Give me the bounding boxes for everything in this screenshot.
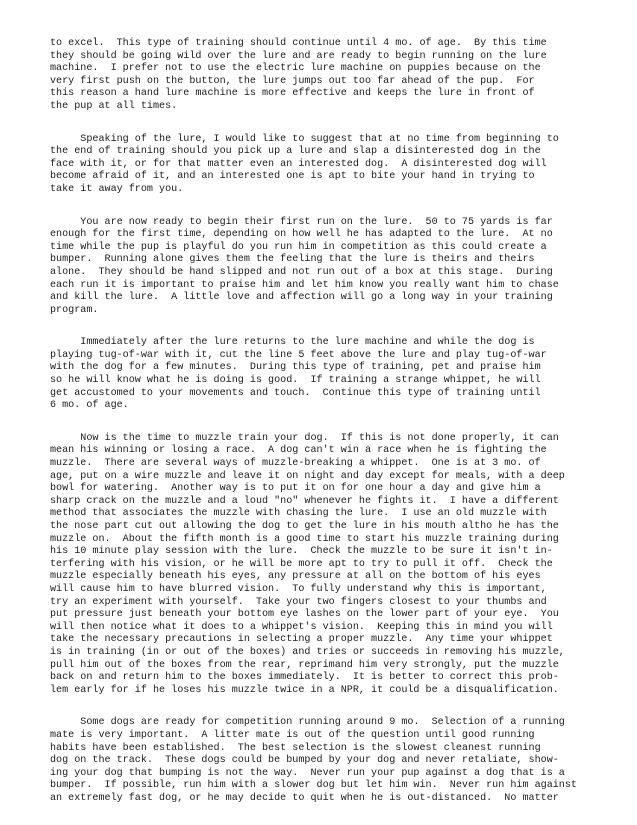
text-line: try an experiment with yourself. Take your two fingers closest to your thumbs and: [50, 596, 547, 608]
text-line: put pressure just beneath your bottom eye lashes on the lower part of your eye. You: [50, 609, 559, 621]
text-line: take the necessary precautions in selecting a proper muzzle. Any time your whippet: [50, 634, 553, 646]
text-line: program.: [50, 304, 99, 316]
text-line: become afraid of it, and an interested one is apt to bite your hand in trying to: [50, 171, 535, 183]
paragraph: [50, 337, 607, 413]
text-line: muzzle. There are several ways of muzzle-breaking a whippet. One is at 3 mo. of: [50, 458, 541, 470]
text-line: dog on the track. These dogs could be bumped by your dog and never retaliate, show-: [50, 755, 559, 767]
text-line: machine. I prefer not to use the electric lure machine on puppies because on the: [50, 63, 541, 75]
text-line: and kill the lure. A little love and affection will go a long way in your training: [50, 292, 553, 304]
text-line: bowl for watering. Another way is to put it on for one hour a day and give him a: [50, 483, 541, 495]
text-line: terfering with his vision, or he will be more apt to try to pull it off. Check the: [50, 558, 553, 570]
text-line: mate is very important. A litter mate is out of the question until good running: [50, 729, 535, 741]
text-line: enough for the first time, depending on how well he has adapted to the lure. At no: [50, 229, 553, 241]
text-line: an extremely fast dog, or he may decide to quit when he is out-distanced. No matter: [50, 792, 559, 804]
text-line: bumper. If possible, run him with a slower dog but let him win. Never run him against: [50, 780, 577, 792]
text-line: with the dog for a few minutes. During this type of training, pet and praise him: [50, 362, 541, 374]
text-line: each run it is important to praise him and let him know you really want him to chase: [50, 279, 559, 291]
text-line: very first push on the button, the lure jumps out too far ahead of the pup. For: [50, 75, 535, 87]
text-line: they should be going wild over the lure and are ready to begin running on the lure: [50, 50, 547, 62]
paragraph: [50, 717, 607, 805]
text-line: Some dogs are ready for competition running around 9 mo. Selection of a running: [50, 717, 565, 729]
text-line: Immediately after the lure returns to the lure machine and while the dog is: [50, 337, 535, 349]
text-line: playing tug-of-war with it, cut the line 5 feet above the lure and play tug-of-war: [50, 349, 547, 361]
text-line: back on and return him to the boxes immediately. It is better to correct this prob-: [50, 672, 559, 684]
text-line: his 10 minute play session with the lure. Check the muzzle to be sure it isn't in-: [50, 546, 553, 558]
paragraph: [50, 38, 607, 114]
text-line: this reason a hand lure machine is more effective and keeps the lure in front of: [50, 88, 535, 100]
text-line: lem early for if he loses his muzzle twice in a NPR, it could be a disqualification.: [50, 684, 559, 696]
text-line: sharp crack on the muzzle and a loud "no" whenever he fights it. I have a different: [50, 495, 559, 507]
text-line: Now is the time to muzzle train your dog. If this is not done properly, it can: [50, 432, 559, 444]
text-line: is in training (in or out of the boxes) and tries or succeeds in removing his muzzle,: [50, 646, 565, 658]
text-line: face with it, or for that matter even an interested dog. A disinterested dog will: [50, 158, 547, 170]
text-line: the nose part cut out allowing the dog to get the lure in his mouth altho he has the: [50, 521, 559, 532]
text-line: the end of training should you pick up a lure and slap a disinterested dog in the: [50, 146, 541, 158]
text-line: Speaking of the lure, I would like to suggest that at no time from beginning to: [50, 133, 559, 145]
text-line: method that associates the muzzle with chasing the lure. I use an old muzzle with: [50, 508, 547, 520]
text-line: muzzle especially beneath his eyes, any pressure at all on the bottom of his eyes: [50, 571, 541, 583]
text-line: so he will know what he is doing is good. If training a strange whippet, he will: [50, 375, 541, 387]
text-line: alone. They should be hand slipped and not run out of a box at this stage. During: [50, 266, 553, 278]
text-line: get accustomed to your movements and touch. Continue this type of training until: [50, 387, 541, 399]
text-line: 6 mo. of age.: [50, 400, 129, 412]
paragraph: [50, 433, 607, 697]
text-line: pull him out of the boxes from the rear, reprimand him very strongly, put the muzzle: [50, 659, 559, 671]
text-line: muzzle on. About the fifth month is a good time to start his muzzle training during: [50, 533, 559, 545]
paragraph: [50, 134, 607, 197]
text-line: to excel. This type of training should continue until 4 mo. of age. By this time: [50, 38, 547, 49]
text-line: will then notice what it does to a whippet's vision. Keeping this in mind you will: [50, 621, 553, 633]
paragraph: [50, 217, 607, 318]
text-line: age, put on a wire muzzle and leave it on night and day except for meals, with a deep: [50, 470, 565, 482]
text-line: bumper. Running alone gives them the feeling that the lure is theirs and theirs: [50, 254, 535, 266]
text-line: mean his winning or losing a race. A dog can't win a race when he is fighting the: [50, 445, 547, 457]
text-line: take it away from you.: [50, 183, 184, 195]
text-line: habits have been established. The best selection is the slowest cleanest running: [50, 742, 541, 754]
text-line: You are now ready to begin their first run on the lure. 50 to 75 yards is far: [50, 216, 553, 228]
text-line: will cause him to have blurred vision. To fully understand why this is important,: [50, 583, 547, 595]
text-line: ing your dog that bumping is not the way. Never run your pup against a dog that is a: [50, 767, 565, 779]
text-line: time while the pup is playful do you run him in competition as this could create a: [50, 241, 547, 253]
text-line: the pup at all times.: [50, 100, 178, 112]
